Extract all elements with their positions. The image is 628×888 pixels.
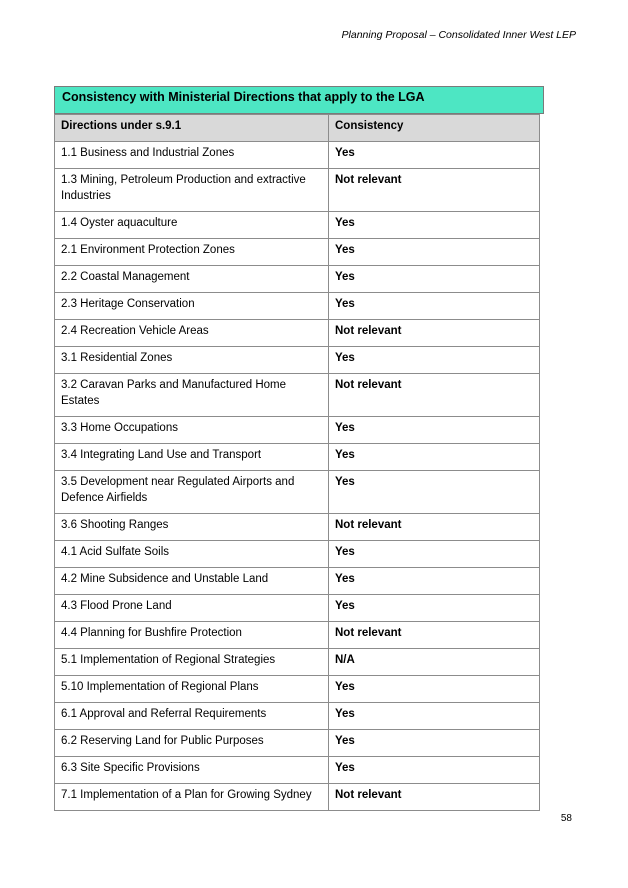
table-row	[55, 417, 540, 444]
table-row	[55, 514, 540, 541]
table-row	[55, 266, 540, 293]
direction-cell: 1.3 Mining, Petroleum Production and extractive Industries	[55, 169, 329, 212]
table-row	[55, 649, 540, 676]
consistency-cell: Yes	[329, 212, 540, 239]
direction-cell: 3.3 Home Occupations	[55, 417, 329, 444]
consistency-cell: Yes	[329, 293, 540, 320]
direction-cell: 6.2 Reserving Land for Public Purposes	[55, 730, 329, 757]
table-header-row	[55, 115, 540, 142]
direction-cell: 2.2 Coastal Management	[55, 266, 329, 293]
consistency-cell: Yes	[329, 266, 540, 293]
table-row	[55, 293, 540, 320]
consistency-cell: Yes	[329, 595, 540, 622]
table-row	[55, 784, 540, 811]
direction-cell: 6.1 Approval and Referral Requirements	[55, 703, 329, 730]
direction-cell: 6.3 Site Specific Provisions	[55, 757, 329, 784]
column-header-consistency: Consistency	[329, 115, 540, 142]
consistency-cell: Yes	[329, 239, 540, 266]
consistency-cell: Not relevant	[329, 784, 540, 811]
consistency-cell: Not relevant	[329, 320, 540, 347]
consistency-cell: Not relevant	[329, 374, 540, 417]
page-number: 58	[560, 813, 572, 824]
direction-cell: 2.4 Recreation Vehicle Areas	[55, 320, 329, 347]
consistency-cell: Yes	[329, 142, 540, 169]
direction-cell: 4.4 Planning for Bushfire Protection	[55, 622, 329, 649]
table-row	[55, 471, 540, 514]
consistency-cell: Yes	[329, 676, 540, 703]
consistency-cell: N/A	[329, 649, 540, 676]
direction-cell: 4.2 Mine Subsidence and Unstable Land	[55, 568, 329, 595]
consistency-cell: Yes	[329, 703, 540, 730]
direction-cell: 3.4 Integrating Land Use and Transport	[55, 444, 329, 471]
consistency-cell: Yes	[329, 568, 540, 595]
table-title: Consistency with Ministerial Directions that apply to the LGA	[54, 86, 544, 114]
direction-cell: 2.1 Environment Protection Zones	[55, 239, 329, 266]
table-row	[55, 676, 540, 703]
direction-cell: 2.3 Heritage Conservation	[55, 293, 329, 320]
direction-cell: 3.6 Shooting Ranges	[55, 514, 329, 541]
consistency-cell: Yes	[329, 541, 540, 568]
column-header-directions: Directions under s.9.1	[55, 115, 329, 142]
consistency-cell: Yes	[329, 730, 540, 757]
table-row	[55, 169, 540, 212]
consistency-cell: Yes	[329, 417, 540, 444]
direction-cell: 1.1 Business and Industrial Zones	[55, 142, 329, 169]
table-row	[55, 239, 540, 266]
direction-cell: 3.1 Residential Zones	[55, 347, 329, 374]
direction-cell: 5.1 Implementation of Regional Strategies	[55, 649, 329, 676]
table-row	[55, 541, 540, 568]
consistency-cell: Yes	[329, 444, 540, 471]
direction-cell: 3.5 Development near Regulated Airports and Defence Airfields	[55, 471, 329, 514]
table-row	[55, 703, 540, 730]
table-row	[55, 730, 540, 757]
table-row	[55, 444, 540, 471]
table-row	[55, 347, 540, 374]
consistency-cell: Not relevant	[329, 514, 540, 541]
consistency-cell: Not relevant	[329, 622, 540, 649]
directions-table	[54, 114, 540, 811]
direction-cell: 1.4 Oyster aquaculture	[55, 212, 329, 239]
document-header: Planning Proposal – Consolidated Inner West LEP	[341, 29, 576, 41]
table-row	[55, 142, 540, 169]
direction-cell: 4.1 Acid Sulfate Soils	[55, 541, 329, 568]
table-row	[55, 568, 540, 595]
consistency-cell: Yes	[329, 757, 540, 784]
direction-cell: 5.10 Implementation of Regional Plans	[55, 676, 329, 703]
table-row	[55, 622, 540, 649]
table-row	[55, 374, 540, 417]
consistency-cell: Yes	[329, 347, 540, 374]
table-row	[55, 595, 540, 622]
consistency-cell: Not relevant	[329, 169, 540, 212]
consistency-cell: Yes	[329, 471, 540, 514]
table-row	[55, 212, 540, 239]
table-row	[55, 320, 540, 347]
direction-cell: 7.1 Implementation of a Plan for Growing Sydney	[55, 784, 329, 811]
table-row	[55, 757, 540, 784]
direction-cell: 3.2 Caravan Parks and Manufactured Home Estates	[55, 374, 329, 417]
direction-cell: 4.3 Flood Prone Land	[55, 595, 329, 622]
